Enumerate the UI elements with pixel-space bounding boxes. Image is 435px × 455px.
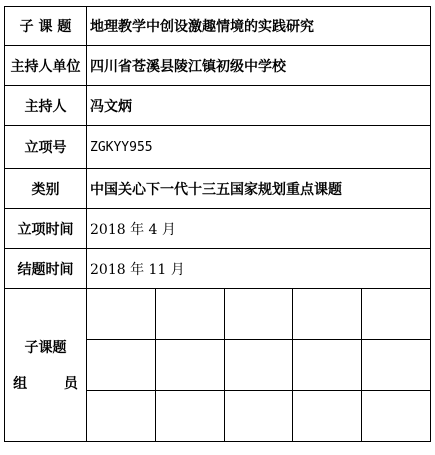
row-end-date bbox=[5, 249, 431, 289]
members-grid-row bbox=[87, 391, 430, 442]
label-members bbox=[5, 289, 94, 442]
value-start-date: 2018 年 4 月 bbox=[87, 209, 431, 249]
row-members bbox=[5, 289, 431, 442]
label-subproject: 子 课 题 bbox=[5, 7, 87, 46]
members-label-line2: 组 员 bbox=[13, 376, 94, 392]
value-subproject: 地理教学中创设激趣情境的实践研究 bbox=[87, 7, 431, 46]
label-category: 类别 bbox=[5, 169, 87, 209]
member-cell bbox=[224, 391, 293, 442]
member-cell bbox=[87, 289, 156, 340]
row-category bbox=[5, 169, 431, 209]
project-info-form bbox=[4, 6, 431, 452]
members-grid-row bbox=[87, 289, 430, 340]
row-host-unit bbox=[5, 46, 431, 86]
member-cell bbox=[361, 289, 430, 340]
label-host-unit: 主持人单位 bbox=[5, 46, 87, 86]
value-category: 中国关心下一代十三五国家规划重点课题 bbox=[87, 169, 431, 209]
row-host bbox=[5, 86, 431, 126]
members-grid-container bbox=[87, 289, 431, 442]
member-cell bbox=[156, 340, 225, 391]
label-start-date: 立项时间 bbox=[5, 209, 87, 249]
member-cell bbox=[224, 340, 293, 391]
value-host: 冯文炳 bbox=[87, 86, 431, 126]
row-start-date bbox=[5, 209, 431, 249]
value-end-date: 2018 年 11 月 bbox=[87, 249, 431, 289]
member-cell bbox=[156, 391, 225, 442]
member-cell bbox=[156, 289, 225, 340]
row-subproject bbox=[5, 7, 431, 46]
members-label-stack bbox=[5, 337, 94, 393]
member-cell bbox=[293, 391, 362, 442]
members-grid bbox=[87, 289, 430, 441]
member-cell bbox=[361, 391, 430, 442]
project-table bbox=[4, 6, 431, 442]
value-project-number: ZGKYY955 bbox=[87, 126, 431, 169]
member-cell bbox=[293, 289, 362, 340]
value-host-unit: 四川省苍溪县陵江镇初级中学校 bbox=[87, 46, 431, 86]
member-cell bbox=[87, 340, 156, 391]
members-grid-row bbox=[87, 340, 430, 391]
member-cell bbox=[224, 289, 293, 340]
row-project-number bbox=[5, 126, 431, 169]
label-end-date: 结题时间 bbox=[5, 249, 87, 289]
label-host: 主持人 bbox=[5, 86, 87, 126]
member-cell bbox=[361, 340, 430, 391]
member-cell bbox=[87, 391, 156, 442]
member-cell bbox=[293, 340, 362, 391]
label-project-number: 立项号 bbox=[5, 126, 87, 169]
members-label-line1: 子课题 bbox=[24, 340, 67, 356]
